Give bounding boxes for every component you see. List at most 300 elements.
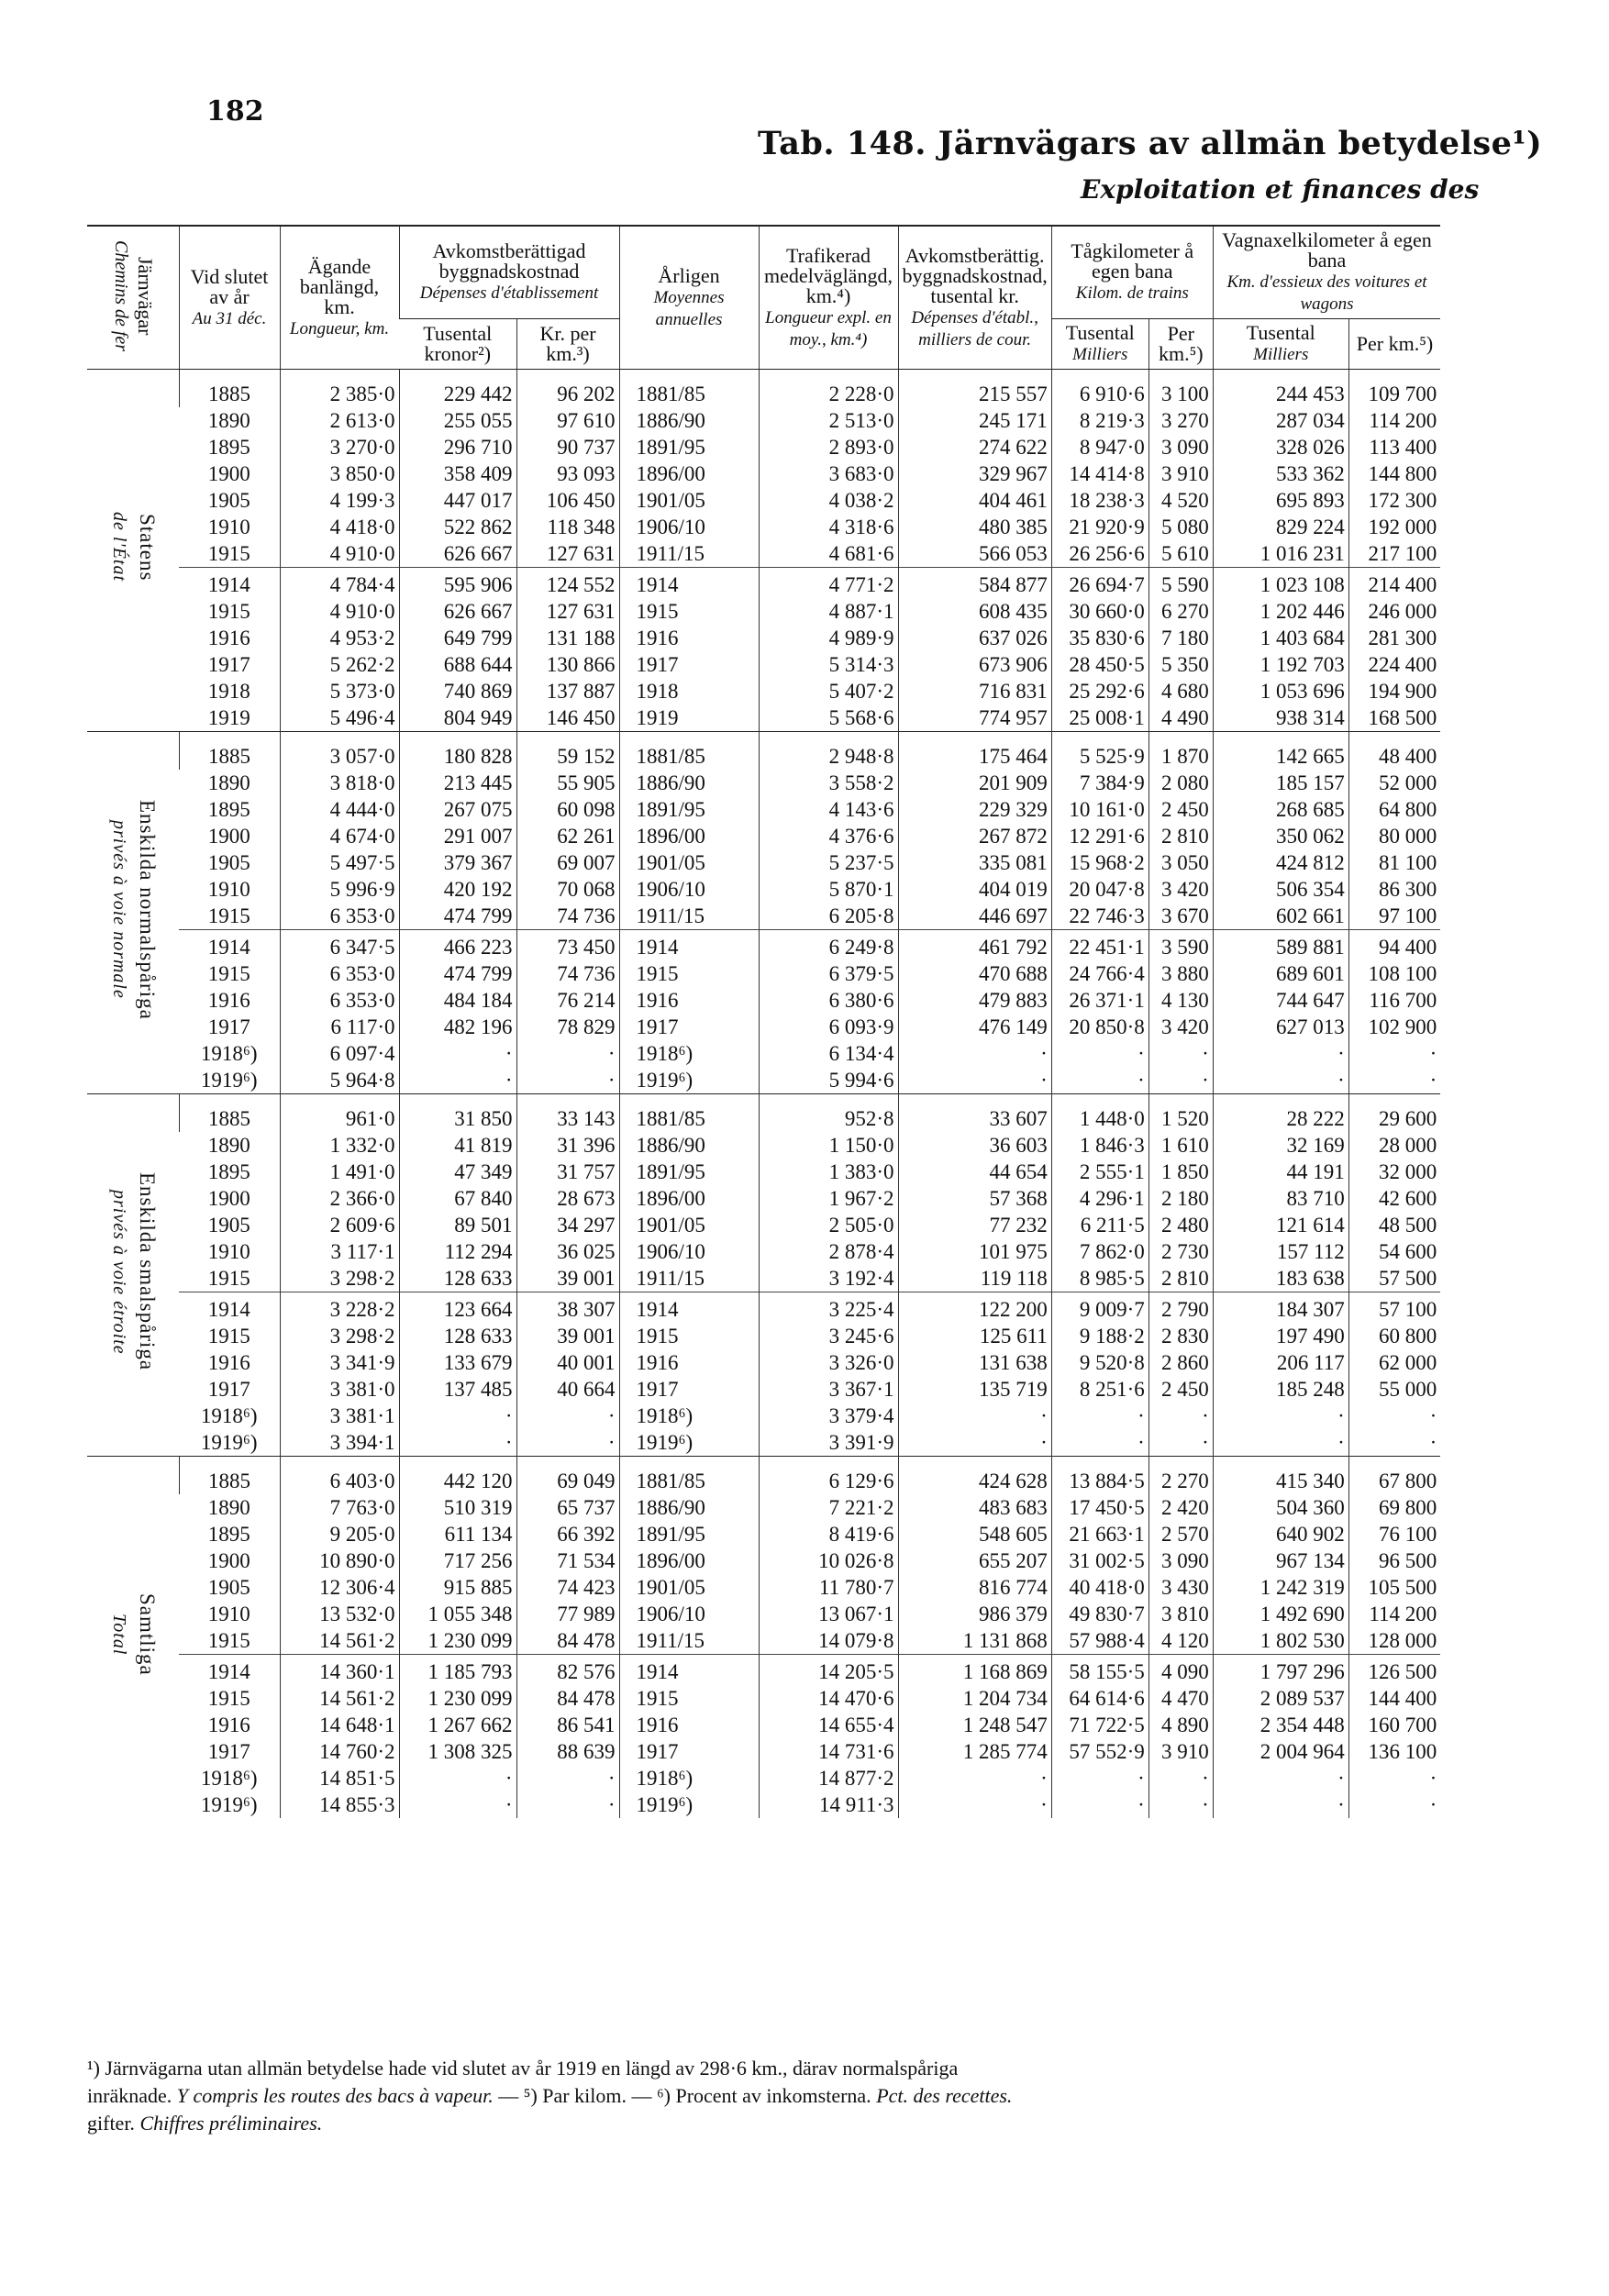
table-cell: 1890 <box>207 771 250 794</box>
table-cell: 2 089 537 <box>1213 1685 1348 1712</box>
table-cell: · <box>898 1067 1051 1094</box>
table-cell: 57 368 <box>898 1185 1051 1212</box>
table-cell: 1917 <box>619 1738 759 1765</box>
table-cell: 3 341·9 <box>280 1349 399 1376</box>
table-cell: 5 262·2 <box>280 651 399 678</box>
table-cell: 655 207 <box>898 1547 1051 1574</box>
table-cell: 118 348 <box>516 514 619 540</box>
table-cell: 244 453 <box>1213 370 1348 408</box>
table-cell: 4 120 <box>1148 1627 1213 1655</box>
table-row <box>87 407 1440 434</box>
table-cell: · <box>1148 1040 1213 1067</box>
table-cell: 2 893·0 <box>759 434 898 460</box>
table-cell: 17 450·5 <box>1051 1494 1148 1521</box>
table-cell: 1917 <box>619 1376 759 1403</box>
table-cell: 144 800 <box>1348 460 1440 487</box>
table-cell: 1 308 325 <box>399 1738 516 1765</box>
table-cell: 506 354 <box>1213 876 1348 903</box>
table-row <box>87 568 1440 599</box>
table-cell: 1 053 696 <box>1213 678 1348 704</box>
table-cell: 14 360·1 <box>280 1655 399 1686</box>
table-cell: 640 902 <box>1213 1521 1348 1547</box>
table-row <box>87 625 1440 651</box>
table-cell: 1 520 <box>1148 1094 1213 1133</box>
table-cell: 404 461 <box>898 487 1051 514</box>
table-cell: 1918⁶) <box>619 1403 759 1429</box>
header-train-per-km: Per km.⁵) <box>1148 319 1213 370</box>
table-cell: 33 607 <box>898 1094 1051 1133</box>
table-cell: · <box>1213 1791 1348 1818</box>
group-label: Statens de l'État <box>87 370 179 732</box>
table-cell: · <box>1348 1429 1440 1457</box>
table-cell: 127 631 <box>516 540 619 568</box>
table-cell: 1881/85 <box>619 1457 759 1495</box>
table-cell: 2 420 <box>1148 1494 1213 1521</box>
table-cell: 13 532·0 <box>280 1601 399 1627</box>
table-cell: 13 884·5 <box>1051 1457 1148 1495</box>
table-cell: · <box>898 1791 1051 1818</box>
table-cell: 740 869 <box>399 678 516 704</box>
table-cell: 77 232 <box>898 1212 1051 1238</box>
table-cell: 5 590 <box>1148 568 1213 599</box>
table-cell: 1 150·0 <box>759 1132 898 1159</box>
table-cell: 73 450 <box>516 930 619 961</box>
table-cell: 1914 <box>619 568 759 599</box>
table-cell: 6 910·6 <box>1051 370 1148 408</box>
table-cell: 482 196 <box>399 1014 516 1040</box>
table-cell: 1917 <box>619 1014 759 1040</box>
table-cell: 1 168 869 <box>898 1655 1051 1686</box>
table-cell: 197 490 <box>1213 1323 1348 1349</box>
table-row <box>87 1376 1440 1403</box>
table-cell: 5 964·8 <box>280 1067 399 1094</box>
table-cell: 1901/05 <box>619 1212 759 1238</box>
table-cell: 3 100 <box>1148 370 1213 408</box>
table-cell: 1900 <box>207 825 250 848</box>
table-cell: 533 362 <box>1213 460 1348 487</box>
table-cell: 5 407·2 <box>759 678 898 704</box>
table-cell: 446 697 <box>898 903 1051 930</box>
table-cell: 1896/00 <box>619 1547 759 1574</box>
table-cell: 1885 <box>179 1094 280 1133</box>
table-cell: 1891/95 <box>619 796 759 823</box>
table-cell: 1910 <box>207 878 250 901</box>
table-cell: 6 347·5 <box>280 930 399 961</box>
table-row <box>87 1765 1440 1791</box>
table-cell: 121 614 <box>1213 1212 1348 1238</box>
table-cell: 595 906 <box>399 568 516 599</box>
table-cell: 8 985·5 <box>1051 1265 1148 1292</box>
table-cell: 22 746·3 <box>1051 903 1148 930</box>
table-cell: 4 910·0 <box>280 598 399 625</box>
table-cell: · <box>1213 1403 1348 1429</box>
table-row <box>87 823 1440 849</box>
header-axle-total: Tusental Milliers <box>1213 319 1348 370</box>
table-cell: 135 719 <box>898 1376 1051 1403</box>
table-cell: 1 230 099 <box>399 1627 516 1655</box>
table-cell: 144 400 <box>1348 1685 1440 1712</box>
table-cell: 5 994·6 <box>759 1067 898 1094</box>
table-cell: 4 418·0 <box>280 514 399 540</box>
table-cell: 1 870 <box>1148 732 1213 771</box>
table-cell: 229 442 <box>399 370 516 408</box>
table-row <box>87 732 1440 771</box>
table-cell: · <box>1348 1040 1440 1067</box>
table-cell: 281 300 <box>1348 625 1440 651</box>
table-cell: 328 026 <box>1213 434 1348 460</box>
table-cell: · <box>516 1040 619 1067</box>
table-cell: 14 470·6 <box>759 1685 898 1712</box>
table-cell: 10 161·0 <box>1051 796 1148 823</box>
table-cell: 35 830·6 <box>1051 625 1148 651</box>
table-cell: · <box>399 1403 516 1429</box>
table-cell: 4 296·1 <box>1051 1185 1148 1212</box>
table-cell: 69 007 <box>516 849 619 876</box>
table-cell: 57 988·4 <box>1051 1627 1148 1655</box>
table-cell: · <box>399 1791 516 1818</box>
table-row <box>87 1132 1440 1159</box>
table-cell: 6 134·4 <box>759 1040 898 1067</box>
table-cell: 96 202 <box>516 370 619 408</box>
table-cell: 54 600 <box>1348 1238 1440 1265</box>
table-cell: 1886/90 <box>619 407 759 434</box>
table-cell: 3 090 <box>1148 1547 1213 1574</box>
table-cell: 4 444·0 <box>280 796 399 823</box>
table-cell: 206 117 <box>1213 1349 1348 1376</box>
table-cell: 18 238·3 <box>1051 487 1148 514</box>
table-row <box>87 514 1440 540</box>
table-cell: 5 568·6 <box>759 704 898 732</box>
table-cell: 1 846·3 <box>1051 1132 1148 1159</box>
table-cell: 39 001 <box>516 1323 619 1349</box>
table-cell: · <box>1213 1429 1348 1457</box>
table-cell: 1916 <box>619 987 759 1014</box>
table-cell: 14 205·5 <box>759 1655 898 1686</box>
table-cell: 31 396 <box>516 1132 619 1159</box>
table-cell: 611 134 <box>399 1521 516 1547</box>
table-row <box>87 1655 1440 1686</box>
table-cell: 124 552 <box>516 568 619 599</box>
table-cell: 57 100 <box>1348 1292 1440 1324</box>
table-cell: 21 920·9 <box>1051 514 1148 540</box>
table-cell: 3 228·2 <box>280 1292 399 1324</box>
table-cell: 1 967·2 <box>759 1185 898 1212</box>
table-cell: 1917 <box>207 1740 250 1763</box>
table-cell: 39 001 <box>516 1265 619 1292</box>
table-cell: 31 757 <box>516 1159 619 1185</box>
table-cell: 3 558·2 <box>759 770 898 796</box>
table-cell: 76 214 <box>516 987 619 1014</box>
table-cell: 180 828 <box>399 732 516 771</box>
table-cell: 41 819 <box>399 1132 516 1159</box>
table-cell: 10 026·8 <box>759 1547 898 1574</box>
table-cell: 62 261 <box>516 823 619 849</box>
table-cell: 4 090 <box>1148 1655 1213 1686</box>
table-cell: 1915 <box>207 1267 250 1290</box>
table-row <box>87 1159 1440 1185</box>
table-cell: 1905 <box>207 851 250 874</box>
footnote-line: gifter. Chiffres préliminaires. <box>87 2112 323 2135</box>
table-cell: 48 400 <box>1348 732 1440 771</box>
table-cell: 291 007 <box>399 823 516 849</box>
table-cell: 71 722·5 <box>1051 1712 1148 1738</box>
table-cell: 13 067·1 <box>759 1601 898 1627</box>
table-cell: 34 297 <box>516 1212 619 1238</box>
table-cell: 287 034 <box>1213 407 1348 434</box>
table-cell: 2 860 <box>1148 1349 1213 1376</box>
table-cell: 81 100 <box>1348 849 1440 876</box>
table-cell: 36 603 <box>898 1132 1051 1159</box>
table-cell: 57 552·9 <box>1051 1738 1148 1765</box>
table-cell: 245 171 <box>898 407 1051 434</box>
table-cell: 267 075 <box>399 796 516 823</box>
table-cell: 224 400 <box>1348 651 1440 678</box>
table-cell: 1917 <box>207 1015 250 1038</box>
table-cell: 4 910·0 <box>280 540 399 568</box>
header-train-total: Tusental Milliers <box>1051 319 1148 370</box>
table-cell: 1914 <box>619 1655 759 1686</box>
table-cell: 76 100 <box>1348 1521 1440 1547</box>
table-row <box>87 1067 1440 1094</box>
table-row <box>87 1292 1440 1324</box>
table-cell: · <box>1148 1067 1213 1094</box>
table-cell: 105 500 <box>1348 1574 1440 1601</box>
table-cell: 26 694·7 <box>1051 568 1148 599</box>
table-cell: 688 644 <box>399 651 516 678</box>
table-cell: 183 638 <box>1213 1265 1348 1292</box>
table-cell: 3 420 <box>1148 1014 1213 1040</box>
table-cell: 49 830·7 <box>1051 1601 1148 1627</box>
header-capital-per-km: Kr. per km.³) <box>516 319 619 370</box>
table-cell: · <box>399 1765 516 1791</box>
table-cell: 6 249·8 <box>759 930 898 961</box>
table-cell: 6 379·5 <box>759 960 898 987</box>
table-cell: 1 023 108 <box>1213 568 1348 599</box>
table-cell: 967 134 <box>1213 1547 1348 1574</box>
table-cell: 125 611 <box>898 1323 1051 1349</box>
table-cell: 1885 <box>179 1457 280 1495</box>
table-cell: 7 221·2 <box>759 1494 898 1521</box>
table-cell: 12 291·6 <box>1051 823 1148 849</box>
table-cell: · <box>516 1765 619 1791</box>
table-cell: 102 900 <box>1348 1014 1440 1040</box>
table-cell: 5 610 <box>1148 540 1213 568</box>
table-cell: 48 500 <box>1348 1212 1440 1238</box>
table-cell: 3 880 <box>1148 960 1213 987</box>
table-cell: 1885 <box>179 732 280 771</box>
table-cell: 1917 <box>207 1378 250 1401</box>
table-cell: 637 026 <box>898 625 1051 651</box>
header-capital: Avkomstberättigad byggnadskostnad Dépenses d'établissement <box>399 226 619 319</box>
table-cell: 415 340 <box>1213 1457 1348 1495</box>
table-cell: 3 379·4 <box>759 1403 898 1429</box>
table-cell: 114 200 <box>1348 407 1440 434</box>
table-cell: 424 812 <box>1213 849 1348 876</box>
table-row <box>87 1323 1440 1349</box>
table-cell: 114 200 <box>1348 1601 1440 1627</box>
table-cell: 2 878·4 <box>759 1238 898 1265</box>
table-cell: 5 996·9 <box>280 876 399 903</box>
table-cell: 4 376·6 <box>759 823 898 849</box>
table-cell: 1 797 296 <box>1213 1655 1348 1686</box>
table-cell: 548 605 <box>898 1521 1051 1547</box>
table-cell: 4 989·9 <box>759 625 898 651</box>
table-cell: 2 505·0 <box>759 1212 898 1238</box>
table-cell: 3 117·1 <box>280 1238 399 1265</box>
table-cell: 112 294 <box>399 1238 516 1265</box>
table-cell: 986 379 <box>898 1601 1051 1627</box>
table-cell: 26 371·1 <box>1051 987 1148 1014</box>
table-cell: 137 887 <box>516 678 619 704</box>
table-cell: 3 394·1 <box>280 1429 399 1457</box>
table-cell: · <box>1148 1429 1213 1457</box>
table-cell: 673 906 <box>898 651 1051 678</box>
table-cell: 58 155·5 <box>1051 1655 1148 1686</box>
table-cell: 1891/95 <box>619 434 759 460</box>
table-cell: 350 062 <box>1213 823 1348 849</box>
table-row <box>87 1238 1440 1265</box>
table-cell: 8 419·6 <box>759 1521 898 1547</box>
table-cell: 335 081 <box>898 849 1051 876</box>
table-cell: 84 478 <box>516 1627 619 1655</box>
table-cell: 3 910 <box>1148 460 1213 487</box>
table-cell: 1915 <box>207 904 250 927</box>
table-cell: 689 601 <box>1213 960 1348 987</box>
table-cell: 133 679 <box>399 1349 516 1376</box>
table-cell: 9 520·8 <box>1051 1349 1148 1376</box>
table-cell: 215 557 <box>898 370 1051 408</box>
table-cell: 32 169 <box>1213 1132 1348 1159</box>
table-row <box>87 903 1440 930</box>
footnotes <box>87 2055 1555 2137</box>
table-cell: 480 385 <box>898 514 1051 540</box>
table-cell: 804 949 <box>399 704 516 732</box>
table-cell: 59 152 <box>516 732 619 771</box>
table-row <box>87 370 1440 408</box>
table-row <box>87 1521 1440 1547</box>
table-cell: 5 080 <box>1148 514 1213 540</box>
table-row <box>87 1712 1440 1738</box>
table-cell: 4 520 <box>1148 487 1213 514</box>
table-cell: 116 700 <box>1348 987 1440 1014</box>
table-cell: 484 184 <box>399 987 516 1014</box>
table-cell: 1918⁶) <box>200 1767 258 1790</box>
table-cell: 80 000 <box>1348 823 1440 849</box>
table-cell: 2 180 <box>1148 1185 1213 1212</box>
table-cell: · <box>1348 1791 1440 1818</box>
table-cell: 1911/15 <box>619 540 759 568</box>
table-cell: 168 500 <box>1348 704 1440 732</box>
table-cell: 1 491·0 <box>280 1159 399 1185</box>
table-cell: 915 885 <box>399 1574 516 1601</box>
page-subtitle: Exploitation et finances des <box>1081 174 1480 205</box>
table-cell: 3 850·0 <box>280 460 399 487</box>
table-cell: 106 450 <box>516 487 619 514</box>
table-cell: 122 200 <box>898 1292 1051 1324</box>
table-cell: 2 570 <box>1148 1521 1213 1547</box>
table-cell: 2 270 <box>1148 1457 1213 1495</box>
table-cell: 28 000 <box>1348 1132 1440 1159</box>
table-cell: · <box>1348 1765 1440 1791</box>
table-cell: · <box>399 1067 516 1094</box>
table-cell: 1916 <box>207 989 250 1012</box>
table-cell: 1 610 <box>1148 1132 1213 1159</box>
table-cell: 2 354 448 <box>1213 1712 1348 1738</box>
table-cell: 4 953·2 <box>280 625 399 651</box>
table-cell: 5 497·5 <box>280 849 399 876</box>
table-row <box>87 1349 1440 1376</box>
table-cell: · <box>898 1040 1051 1067</box>
table-cell: 6 093·9 <box>759 1014 898 1040</box>
table-cell: 11 780·7 <box>759 1574 898 1601</box>
table-cell: 128 000 <box>1348 1627 1440 1655</box>
table-cell: 6 353·0 <box>280 903 399 930</box>
table-cell: 4 490 <box>1148 704 1213 732</box>
table-cell: 1 267 662 <box>399 1712 516 1738</box>
table-cell: · <box>1348 1403 1440 1429</box>
table-cell: 608 435 <box>898 598 1051 625</box>
table-cell: 2 810 <box>1148 1265 1213 1292</box>
table-cell: 142 665 <box>1213 732 1348 771</box>
table-cell: 74 736 <box>516 960 619 987</box>
table-cell: · <box>898 1765 1051 1791</box>
table-cell: 14 561·2 <box>280 1627 399 1655</box>
table-cell: 1 055 348 <box>399 1601 516 1627</box>
table-cell: 60 098 <box>516 796 619 823</box>
table-cell: 1 802 530 <box>1213 1627 1348 1655</box>
table-cell: 816 774 <box>898 1574 1051 1601</box>
table-cell: 44 654 <box>898 1159 1051 1185</box>
table-cell: 1 185 793 <box>399 1655 516 1686</box>
table-row <box>87 960 1440 987</box>
table-cell: 28 673 <box>516 1185 619 1212</box>
table-cell: 1 332·0 <box>280 1132 399 1159</box>
table-row <box>87 1601 1440 1627</box>
table-row <box>87 770 1440 796</box>
table-cell: 3 367·1 <box>759 1376 898 1403</box>
table-cell: · <box>1148 1765 1213 1791</box>
table-cell: 1890 <box>207 1496 250 1519</box>
table-cell: 1900 <box>207 1187 250 1210</box>
table-cell: 2 613·0 <box>280 407 399 434</box>
table-cell: 1885 <box>179 370 280 408</box>
table-cell: 504 360 <box>1213 1494 1348 1521</box>
table-cell: 4 199·3 <box>280 487 399 514</box>
table-cell: · <box>516 1429 619 1457</box>
table-cell: 90 737 <box>516 434 619 460</box>
table-cell: 131 638 <box>898 1349 1051 1376</box>
table-cell: 1 850 <box>1148 1159 1213 1185</box>
table-cell: 1914 <box>179 1292 280 1324</box>
table-cell: 33 143 <box>516 1094 619 1133</box>
table-cell: 14 079·8 <box>759 1627 898 1655</box>
table-cell: 1896/00 <box>619 460 759 487</box>
table-cell: 42 600 <box>1348 1185 1440 1212</box>
table-cell: 1919⁶) <box>200 1069 258 1092</box>
table-cell: 566 053 <box>898 540 1051 568</box>
header-axle-per-km: Per km.⁵) <box>1348 319 1440 370</box>
table-cell: 2 385·0 <box>280 370 399 408</box>
table-cell: 6 353·0 <box>280 960 399 987</box>
table-row <box>87 930 1440 961</box>
table-cell: 137 485 <box>399 1376 516 1403</box>
table-cell: 3 050 <box>1148 849 1213 876</box>
table-cell: 8 219·3 <box>1051 407 1148 434</box>
table-cell: 1895 <box>207 436 250 459</box>
table-cell: 93 093 <box>516 460 619 487</box>
table-cell: 1891/95 <box>619 1159 759 1185</box>
table-cell: 1895 <box>207 1523 250 1546</box>
